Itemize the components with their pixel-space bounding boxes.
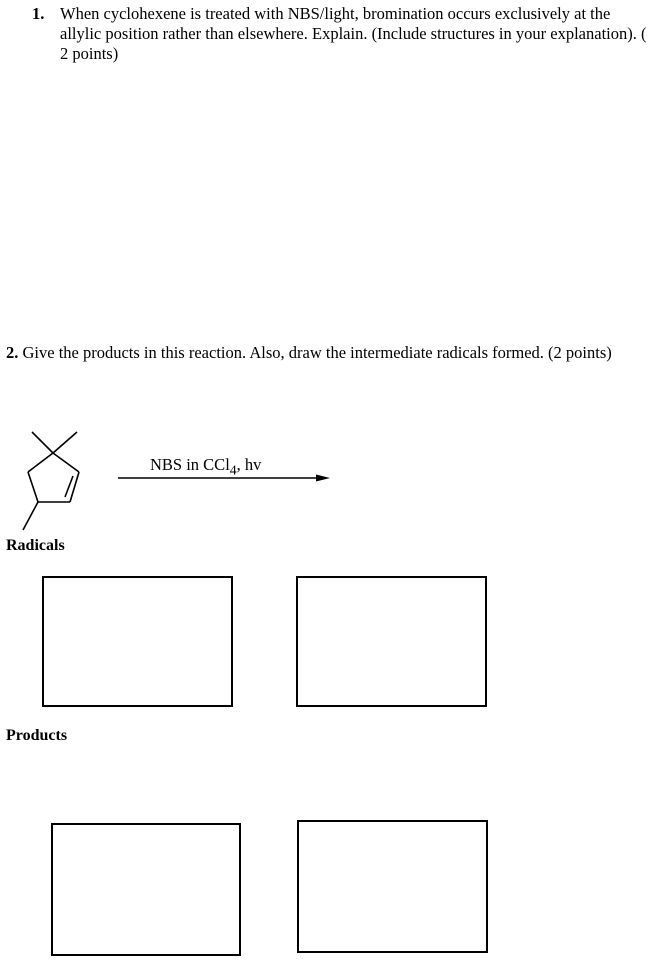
question-1-text: When cyclohexene is treated with NBS/light, bromination occurs exclusively at the allylic position rather than elsewhere. Explain. (Include structures in your explanation). ( 2 points) — [60, 4, 647, 63]
products-label: Products — [6, 727, 68, 744]
radical-answer-box-1[interactable] — [42, 576, 233, 707]
radicals-label: Radicals — [6, 537, 65, 554]
reaction-conditions — [150, 455, 261, 478]
reagent-text: NBS in CCl — [150, 455, 230, 474]
question-1-number: 1. — [32, 4, 45, 23]
reactant-structure — [23, 432, 79, 530]
question-2-number: 2. — [6, 343, 19, 362]
radical-answer-box-2[interactable] — [296, 576, 487, 707]
question-2-text: Give the products in this reaction. Also, draw the intermediate radicals formed. (2 points) — [18, 343, 612, 362]
product-answer-box-2[interactable] — [297, 820, 488, 953]
product-answer-box-1[interactable] — [51, 823, 241, 956]
reagent-subscript: 4 — [229, 462, 237, 478]
reagent-suffix: , hv — [236, 455, 262, 474]
